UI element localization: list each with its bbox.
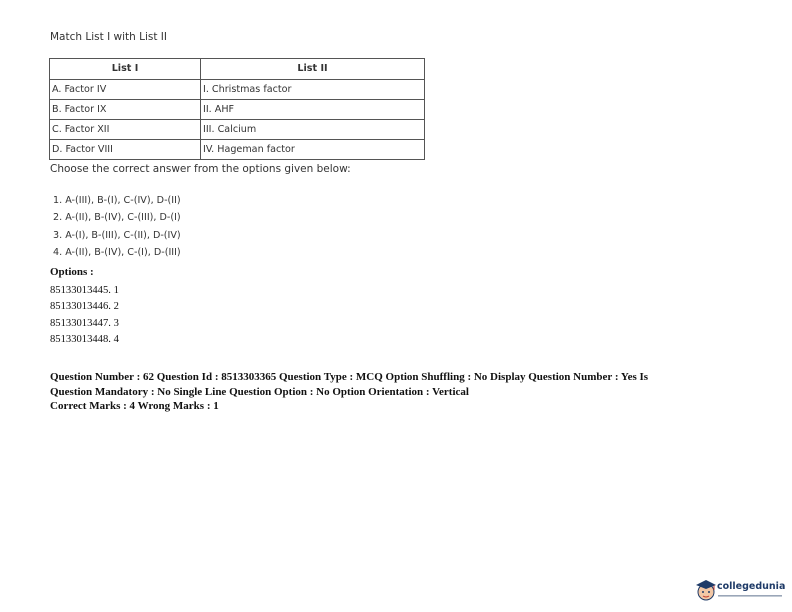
marks-line: Correct Marks : 4 Wrong Marks : 1 [50, 400, 219, 412]
option-id-item: 85133013447. 3 [50, 317, 119, 329]
answer-choice: 3. A-(I), B-(III), C-(II), D-(IV) [53, 229, 181, 241]
table-row [50, 100, 425, 120]
table-row [50, 140, 425, 160]
options-heading: Options : [50, 266, 94, 278]
table-row [50, 120, 425, 140]
option-id-item: 85133013448. 4 [50, 333, 119, 345]
match-table [49, 58, 425, 160]
logo-tagline-mark [718, 594, 782, 598]
table-cell: D. Factor VIII [50, 140, 201, 160]
table-cell: A. Factor IV [50, 80, 201, 100]
logo-brand-text: collegedunia [717, 581, 786, 592]
table-cell: III. Calcium [201, 120, 425, 140]
table-header-list1: List I [50, 59, 201, 80]
table-header-row [50, 59, 425, 80]
table-cell: C. Factor XII [50, 120, 201, 140]
table-cell: IV. Hageman factor [201, 140, 425, 160]
answer-choices-list [53, 192, 181, 261]
table-cell: B. Factor IX [50, 100, 201, 120]
table-cell: II. AHF [201, 100, 425, 120]
question-metadata [50, 370, 740, 414]
answer-instruction: Choose the correct answer from the options given below: [50, 163, 351, 175]
metadata-line: Question Number : 62 Question Id : 8513303365 Question Type : MCQ Option Shuffling : No Display Question Number : Yes Is [50, 371, 649, 383]
answer-choice: 4. A-(II), B-(IV), C-(I), D-(III) [53, 246, 181, 258]
answer-choice: 1. A-(III), B-(I), C-(IV), D-(II) [53, 195, 181, 206]
collegedunia-logo [694, 577, 786, 603]
option-id-list [50, 283, 119, 348]
graduation-cap-face-icon [694, 577, 718, 603]
table-cell: I. Christmas factor [201, 80, 425, 100]
table-row [50, 80, 425, 100]
table-header-list2: List II [201, 59, 425, 80]
metadata-line: Question Mandatory : No Single Line Question Option : No Option Orientation : Vertical [50, 385, 469, 398]
option-id-item: 85133013446. 2 [50, 301, 119, 313]
question-intro: Match List I with List II [50, 31, 168, 43]
answer-choice: 2. A-(II), B-(IV), C-(III), D-(I) [53, 212, 181, 224]
option-id-item: 85133013445. 1 [50, 285, 119, 296]
